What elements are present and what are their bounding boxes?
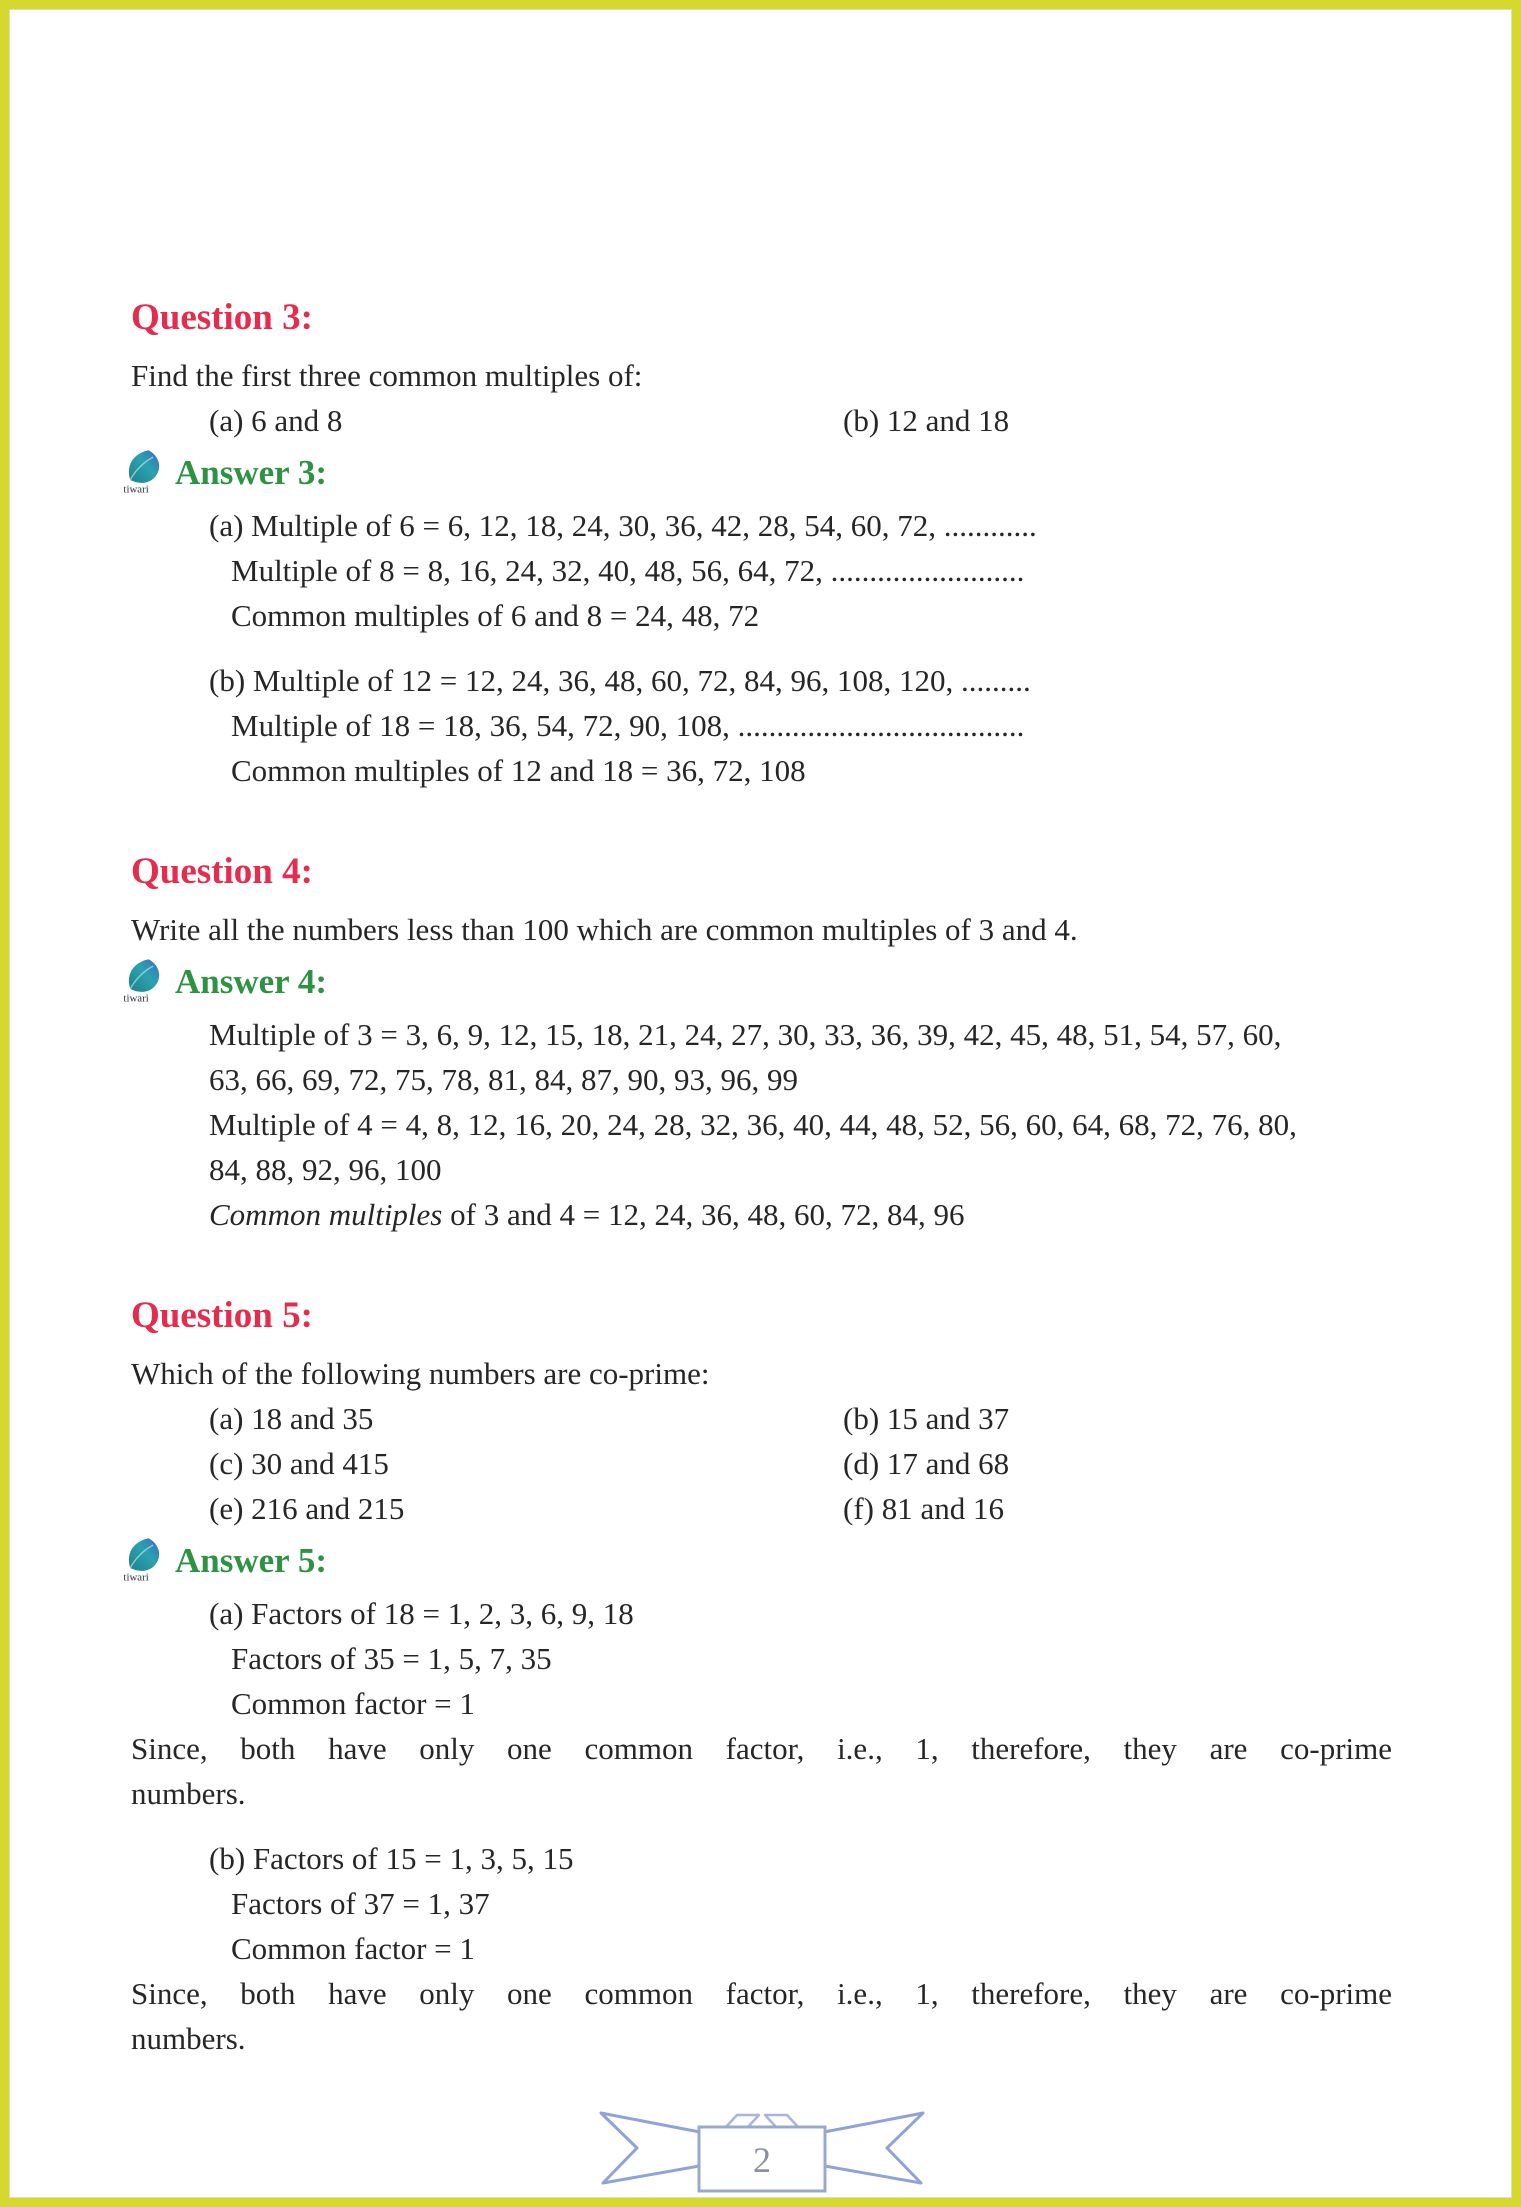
page-content [9,9,1512,2201]
page-number-ribbon [587,2101,937,2201]
question-5-intro: Which of the following numbers are co-prime: [131,1356,710,1391]
question-5-options-row-2 [131,1441,1392,1486]
tiwari-leaf-icon [123,448,165,496]
page-number: 2 [752,2140,771,2180]
question-5-options-row-3 [131,1486,1392,1531]
logo-caption: tiwari [123,483,149,496]
option-b: (b) 12 and 18 [843,403,1010,438]
option-c: (c) 30 and 415 [209,1446,389,1481]
logo-caption: tiwari [123,992,149,1005]
answer-line: Common multiples of 12 and 18 = 36, 72, 108 [231,753,806,788]
option-f: (f) 81 and 16 [843,1491,1004,1526]
tiwari-leaf-icon [123,1536,165,1584]
answer-line: Multiple of 18 = 18, 36, 54, 72, 90, 108, ..................................... [231,708,1025,743]
question-5-options-row-1 [131,1396,1392,1441]
answer-4-title: Answer 4: [175,961,327,1001]
answer-5-heading [123,1534,1392,1586]
option-a: (a) 18 and 35 [209,1401,374,1436]
answer-line: Factors of 35 = 1, 5, 7, 35 [231,1641,552,1676]
answer-line: Common factor = 1 [231,1686,475,1721]
answer-line: 63, 66, 69, 72, 75, 78, 81, 84, 87, 90, 93, 96, 99 [209,1062,798,1097]
answer-line: (b) Multiple of 12 = 12, 24, 36, 48, 60, 72, 84, 96, 108, 120, ......... [209,663,1031,698]
option-b: (b) 15 and 37 [843,1401,1010,1436]
section-question-5 [123,1295,1392,2061]
common-multiples-italic: Common multiples [209,1197,443,1232]
answer-3-title: Answer 3: [175,452,327,492]
option-d: (d) 17 and 68 [843,1446,1010,1481]
answer-5-title: Answer 5: [175,1540,327,1580]
answer-line: (b) Factors of 15 = 1, 3, 5, 15 [209,1841,574,1876]
conclusion-line: Since, both have only one common factor, i.e., 1, therefore, they are co-prime [131,1976,1392,2011]
logo-caption: tiwari [123,1571,149,1584]
tiwari-leaf-icon [123,957,165,1005]
section-question-4 [123,851,1392,1237]
answer-line: Multiple of 3 = 3, 6, 9, 12, 15, 18, 21, 24, 27, 30, 33, 36, 39, 42, 45, 48, 51, 54, 57, 60, [209,1017,1282,1052]
answer-4-heading [123,955,1392,1007]
answer-line: Factors of 37 = 1, 37 [231,1886,490,1921]
conclusion-line: Since, both have only one common factor, i.e., 1, therefore, they are co-prime [131,1731,1392,1766]
answer-line: Multiple of 4 = 4, 8, 12, 16, 20, 24, 28, 32, 36, 40, 44, 48, 52, 56, 60, 64, 68, 72, 76, 80, [209,1107,1297,1142]
common-multiples-rest: of 3 and 4 = 12, 24, 36, 48, 60, 72, 84, 96 [442,1197,965,1232]
answer-line-common-multiples [131,1192,1392,1237]
conclusion-line: numbers. [131,1776,246,1811]
conclusion-line: numbers. [131,2021,246,2056]
ribbon-banner-icon [587,2101,937,2201]
option-a: (a) 6 and 8 [209,403,343,438]
answer-line: Common factor = 1 [231,1931,475,1966]
answer-line: 84, 88, 92, 96, 100 [209,1152,442,1187]
answer-line: (a) Multiple of 6 = 6, 12, 18, 24, 30, 36, 42, 28, 54, 60, 72, ............ [209,508,1037,543]
question-4-title: Question 4: [131,851,313,892]
answer-line: Multiple of 8 = 8, 16, 24, 32, 40, 48, 56, 64, 72, ......................... [231,553,1025,588]
section-question-3 [123,297,1392,793]
question-4-intro: Write all the numbers less than 100 which are common multiples of 3 and 4. [131,912,1078,947]
answer-line: Common multiples of 6 and 8 = 24, 48, 72 [231,598,760,633]
option-e: (e) 216 and 215 [209,1491,405,1526]
question-5-title: Question 5: [131,1295,313,1336]
answer-line: (a) Factors of 18 = 1, 2, 3, 6, 9, 18 [209,1596,634,1631]
answer-3-heading [123,446,1392,498]
question-3-intro: Find the first three common multiples of: [131,358,643,393]
question-3-title: Question 3: [131,297,313,338]
question-3-options [131,398,1392,443]
